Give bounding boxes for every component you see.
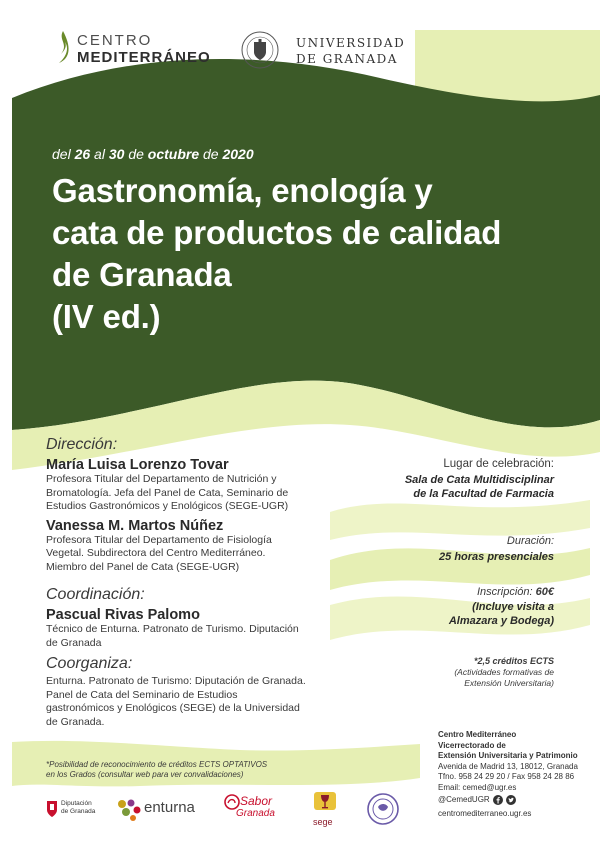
inscripcion-section	[334, 586, 554, 628]
coorganiza-section	[46, 655, 336, 729]
duracion-value: 25 horas presenciales	[439, 551, 554, 563]
creditos-note: (Actividades formativas de Extensión Universitaria)	[454, 667, 554, 688]
universidad-granada-logo[interactable]	[240, 30, 406, 70]
facebook-icon[interactable]	[493, 795, 503, 805]
institution-seal-logo[interactable]	[366, 792, 400, 826]
de-granada-word: DE GRANADA	[296, 52, 398, 66]
event-dates: del 26 al 30 de octubre de 2020	[52, 146, 254, 162]
coordinator-name: Pascual Rivas Palomo	[46, 607, 200, 623]
coordinacion-heading: Coordinación:	[46, 586, 145, 603]
course-title	[52, 170, 572, 338]
diputacion-emblem-icon	[46, 800, 58, 818]
coorganiza-heading: Coorganiza:	[46, 655, 133, 672]
inscripcion-price: 60€	[535, 586, 554, 598]
director-name: María Luisa Lorenzo Tovar	[46, 457, 229, 473]
lugar-section	[334, 458, 554, 501]
director-description: Profesora Titular del Departamento de Fisiología Vegetal. Subdirectora del Centro Mediterráneo. Miembro del Panel de Cata (SEGE-UGR)	[46, 533, 272, 573]
lugar-value: Sala de Cata Multidisciplinar de la Facultad de Farmacia	[404, 474, 554, 500]
direccion-heading: Dirección:	[46, 436, 118, 453]
granada-text: Granada	[236, 808, 275, 819]
title-line: cata de productos de calidad	[52, 214, 502, 251]
inscripcion-note: (Incluye visita a Almazara y Bodega)	[448, 601, 554, 627]
university-seal-icon	[240, 30, 280, 70]
enturna-logo[interactable]	[116, 796, 211, 824]
duracion-label: Duración:	[506, 535, 554, 547]
mediterraneo-word: MEDITERRÁNEO	[77, 49, 211, 66]
centro-word: CENTRO	[77, 32, 153, 49]
coordinator-description: Técnico de Enturna. Patronato de Turismo. Diputación de Granada	[46, 623, 299, 649]
director-description: Profesora Titular del Departamento de Nutrición y Bromatología. Jefa del Panel de Cata, Seminario de Estudios Gastronómicos y Enológicos (SEGE-UGR)	[46, 473, 289, 512]
enturna-dots-icon	[116, 798, 142, 822]
lugar-label: Lugar de celebración:	[443, 458, 554, 470]
centro-mediterraneo-logo[interactable]	[55, 30, 215, 66]
flame-icon	[55, 30, 71, 64]
seal-icon	[366, 792, 400, 826]
enturna-text: enturna	[144, 799, 195, 816]
sege-text: sege	[313, 817, 333, 827]
inscripcion-label: Inscripción: 60€	[476, 586, 554, 598]
direccion-section	[46, 436, 336, 574]
sege-logo[interactable]	[310, 790, 340, 830]
footnote: *Posibilidad de reconocimiento de créditos ECTS OPTATIVOS en los Grados (consultar web para ver convalidaciones)	[46, 760, 268, 779]
coordinacion-section	[46, 586, 336, 650]
diputacion-logo[interactable]	[46, 798, 106, 822]
universidad-word: UNIVERSIDAD	[296, 36, 406, 50]
title-line: Gastronomía, enología y	[52, 172, 433, 209]
wine-glass-icon	[313, 790, 337, 816]
creditos-title: *2,5 créditos ECTS	[473, 656, 554, 666]
contact-email[interactable]: Email: cemed@ugr.es	[438, 782, 517, 792]
diputacion-text: Diputación de Granada	[61, 800, 96, 815]
contact-web[interactable]: centromediterraneo.ugr.es	[438, 808, 532, 818]
contact-org: Centro Mediterráneo Vicerrectorado de Extensión Universitaria y Patrimonio	[438, 730, 578, 760]
director-name: Vanessa M. Martos Núñez	[46, 517, 224, 534]
social-row	[438, 795, 598, 806]
contact-block	[438, 730, 598, 819]
duracion-section	[334, 535, 554, 564]
coorganiza-description: Enturna. Patronato de Turismo: Diputación de Granada. Panel de Cata del Seminario de Estudios gastronómicos y Enológicos (SEGE) de la Universidad de Granada.	[46, 675, 306, 728]
title-line: de Granada	[52, 256, 232, 293]
social-handle[interactable]: @CemedUGR	[438, 795, 490, 804]
creditos-section	[334, 656, 554, 689]
title-line: (IV ed.)	[52, 298, 161, 335]
sabor-text: Sabor	[240, 794, 273, 808]
sabor-granada-logo[interactable]	[224, 792, 282, 824]
contact-phone: Tfno. 958 24 29 20 / Fax 958 24 28 86	[438, 772, 575, 781]
twitter-icon[interactable]	[506, 795, 516, 805]
contact-address: Avenida de Madrid 13, 18012, Granada	[438, 761, 578, 771]
